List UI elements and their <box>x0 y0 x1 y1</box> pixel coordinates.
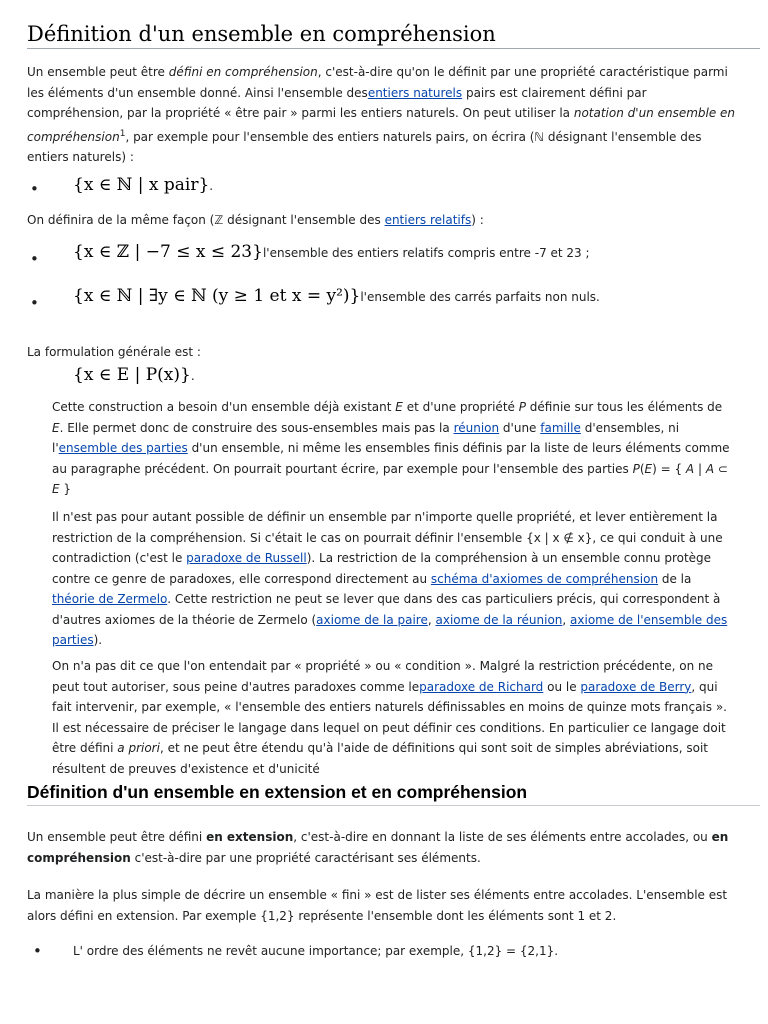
formula-naturels-pairs: {x ∈ ℕ | x pair} <box>73 175 210 195</box>
extension-text-3: c'est-à-dire par une propriété caractérisant ses éléments. <box>130 850 481 865</box>
formula-3-row <box>73 286 600 306</box>
intro-em-2: notation d'un ensemble en compréhension <box>27 106 736 144</box>
link-theorie-zermelo[interactable]: théorie de Zermelo <box>52 592 168 606</box>
formula-2-text: l'ensemble des entiers relatifs compris entre -7 et 23 ; <box>262 246 590 260</box>
var-e: E <box>395 400 403 414</box>
link-famille[interactable]: famille <box>540 420 581 435</box>
link-paradoxe-richard[interactable]: paradoxe de Richard <box>419 679 544 694</box>
general-label: La formulation générale est : <box>27 345 201 359</box>
extension-bullet-1: L' ordre des éléments ne revêt aucune importance; par exemple, {1,2} = {2,1}. <box>73 944 559 958</box>
var-e-3: E <box>644 461 653 476</box>
construction-text-10: | <box>694 461 706 476</box>
richard-em: a priori <box>117 741 160 755</box>
construction-text-7: d'un ensemble, ni même les ensembles finis définis par la liste de leurs éléments comme au paragraphe précédent. On pourrait pourtant écrire, par exemple pour l'ensemble des parties <box>52 441 730 476</box>
extension-bold-2: en compréhension <box>27 830 729 865</box>
bullet-1: • <box>30 180 39 198</box>
relatifs-paragraph <box>27 210 739 231</box>
intro-paragraph <box>27 62 739 168</box>
link-reunion[interactable]: réunion <box>453 420 500 435</box>
reference-1[interactable]: 1 <box>119 128 126 139</box>
russell-text-1: Il n'est pas pour autant possible de définir un ensemble par n'importe quelle propriété, et lever entièrement la restriction de la compréhension. Si c'était le cas on pourrait définir l'ensemble {x | x ∉ x}, ce qui conduit à une contradiction (c'est le <box>52 510 723 565</box>
construction-text-4: . Elle permet donc de construire des sous-ensembles mais pas la <box>59 420 454 435</box>
russell-text-7: ). <box>93 633 103 647</box>
construction-text-6: d'ensembles, ni l' <box>52 420 680 455</box>
construction-paragraph <box>52 397 734 500</box>
var-p-e: P <box>632 461 640 476</box>
formula-relatifs: {x ∈ ℤ | −7 ≤ x ≤ 23} <box>73 242 263 262</box>
intro-text-1: Un ensemble peut être <box>27 65 169 79</box>
formula-carres-parfaits: {x ∈ ℕ | ∃y ∈ ℕ (y ≥ 1 et x = y²)} <box>73 286 361 306</box>
russell-text-6: , <box>562 612 571 627</box>
extension-text-1: Un ensemble peut être défini <box>27 830 207 844</box>
link-entiers-relatifs[interactable]: entiers relatifs <box>384 213 472 227</box>
link-ensemble-des-parties[interactable]: ensemble des parties <box>58 441 188 455</box>
extension-paragraph-2: La manière la plus simple de décrire un ensemble « fini » est de lister ses éléments entre accolades. L'ensemble est alors défini en extension. Par exemple {1,2} représente l'ensemble dont les éléments sont 1 et 2. <box>27 888 728 923</box>
richard-text-3: , qui fait intervenir, par exemple, « l'ensemble des entiers naturels définissables en moins de quinze mots français ». Il est nécessaire de préciser le langage dans lequel on peut définir ces conditions. En particulier ce langage doit être défini <box>52 679 727 755</box>
formula-1-end: . <box>209 179 214 193</box>
var-e-2: E <box>52 420 60 435</box>
link-axiome-parties[interactable]: axiome de l'ensemble des parties <box>52 612 728 647</box>
richard-paragraph <box>52 656 734 779</box>
construction-text-3: définie sur tous les éléments de <box>525 400 723 414</box>
construction-text-1: Cette construction a besoin d'un ensemble déjà existant <box>52 400 396 414</box>
link-schema-axiomes[interactable]: schéma d'axiomes de compréhension <box>430 571 659 586</box>
construction-text-11: ⊂ <box>714 461 728 476</box>
link-paradoxe-berry[interactable]: paradoxe de Berry <box>580 679 692 694</box>
extension-text-2: , c'est-à-dire en donnant la liste de ses éléments entre accolades, ou <box>293 830 712 844</box>
var-p: P <box>518 400 526 414</box>
formula-1-row <box>73 175 213 195</box>
intro-text-3: pairs est clairement défini par compréhension, par la propriété « être pair » parmi les entiers naturels. On peut utiliser la <box>27 85 647 120</box>
var-e-4: E <box>52 482 60 496</box>
construction-text-5: d'une <box>499 420 541 435</box>
russell-paragraph <box>52 507 734 651</box>
bullet-4: • <box>33 942 42 960</box>
construction-text-9: ) = { <box>652 461 686 476</box>
link-paradoxe-russell[interactable]: paradoxe de Russell <box>186 551 307 565</box>
formula-general: {x ∈ E | P(x)} <box>73 365 191 385</box>
relatifs-text-2: ) : <box>471 213 484 227</box>
var-a-1: A <box>685 461 695 476</box>
russell-text-5: , <box>427 612 436 627</box>
formula-4-row <box>73 365 195 385</box>
link-axiome-paire[interactable]: axiome de la paire <box>316 612 428 627</box>
section-heading-extension: Définition d'un ensemble en extension et en compréhension <box>27 782 760 806</box>
formula-2-row <box>73 242 590 262</box>
construction-text-2: et d'une propriété <box>402 400 519 414</box>
richard-text-2: ou le <box>543 679 581 694</box>
russell-text-2: ). La restriction de la compréhension à un ensemble connu protège contre ce genre de paradoxes, elle correspond directement au <box>52 551 712 586</box>
bullet-3: • <box>30 294 39 312</box>
richard-text-4: , et ne peut être étendu qu'à l'aide de définitions qui sont soit de simples abréviations, soit résultent de preuves d'existence et d'unicité <box>52 741 709 776</box>
section-heading-comprehension: Définition d'un ensemble en compréhension <box>27 22 760 49</box>
richard-text-1: On n'a pas dit ce que l'on entendait par « propriété » ou « condition ». Malgré la restriction précédente, on ne peut tout autoriser, sous peine d'autres paradoxes comme le <box>52 659 714 694</box>
russell-text-3: de la <box>658 571 692 586</box>
extension-bold-1: en extension <box>206 830 294 844</box>
bullet-2: • <box>30 250 39 268</box>
link-axiome-reunion[interactable]: axiome de la réunion <box>435 612 563 627</box>
relatifs-text-1: On définira de la même façon (ℤ désignant l'ensemble des <box>27 213 385 227</box>
intro-text-4: , par exemple pour l'ensemble des entiers naturels pairs, on écrira (ℕ désignant l'ensemble des entiers naturels) : <box>27 129 702 164</box>
intro-text-2: , c'est-à-dire qu'on le définit par une propriété caractéristique parmi les éléments d'un ensemble donné. Ainsi l'ensemble des <box>27 65 728 100</box>
construction-text-12: } <box>59 482 72 496</box>
intro-em: défini en compréhension <box>168 65 318 79</box>
formula-3-text: l'ensemble des carrés parfaits non nuls. <box>360 290 600 304</box>
extension-paragraph-1 <box>27 827 739 868</box>
var-a-2: A <box>705 461 715 476</box>
construction-text-8: ( <box>639 461 645 476</box>
link-entiers-naturels[interactable]: entiers naturels <box>367 85 463 100</box>
russell-text-4: . Cette restriction ne peut se lever que dans des cas particuliers précis, qui correspondent à d'autres axiomes de la théorie de Zermelo ( <box>52 592 721 627</box>
formula-4-end: . <box>190 369 195 383</box>
